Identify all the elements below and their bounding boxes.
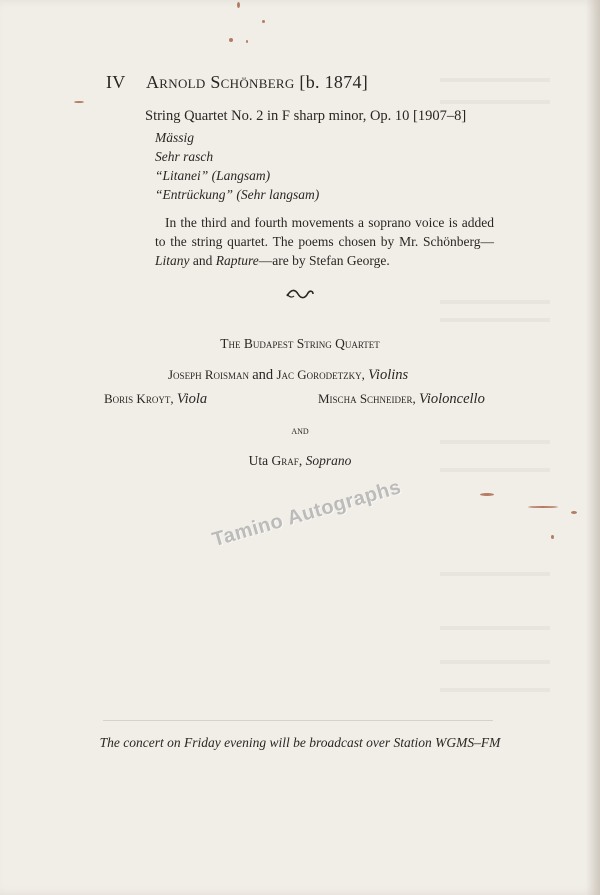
page-edge-shadow [586, 0, 600, 895]
program-note [155, 213, 494, 270]
show-through [440, 440, 550, 444]
show-through [440, 688, 550, 692]
show-through [440, 626, 550, 630]
movement-title: “Litanei” [155, 168, 209, 183]
movement-list [155, 128, 319, 204]
note-text-end: —are by Stefan George. [258, 253, 390, 268]
cello-role: Violoncello [419, 391, 485, 407]
soprano-first: Uta [248, 453, 269, 468]
program-heading [106, 72, 368, 93]
foxing-spot [528, 506, 558, 508]
composer-name: Arnold Schönberg [146, 72, 295, 92]
work-title: String Quartet No. 2 in F sharp minor, Op. 10 [1907–8] [145, 108, 467, 124]
soprano-line: Uta Graf, Soprano [248, 453, 352, 468]
footer-rule [103, 720, 493, 721]
composer-birth: [b. 1874] [299, 72, 369, 92]
violins-line: Joseph Roisman and Jac Gorodetzky, Violins [168, 367, 409, 383]
soprano-role: Soprano [305, 453, 352, 468]
violins-role: Violins [368, 367, 409, 383]
show-through [440, 78, 550, 82]
show-through [440, 660, 550, 664]
foxing-spot [246, 40, 248, 43]
violins-and: and [252, 367, 274, 383]
watermark: Tamino Autographs [210, 476, 404, 552]
ensemble-name: The Budapest String Quartet [220, 336, 380, 351]
movement-2: Sehr rasch [155, 149, 214, 164]
violinist-2: Jac Gorodetzky [276, 367, 362, 382]
movement-4 [155, 185, 319, 204]
show-through [440, 300, 550, 304]
and-separator: and [291, 423, 309, 437]
movement-tempo: (Langsam) [211, 168, 271, 183]
soprano-last: Graf [271, 453, 299, 468]
movement-1: Mässig [155, 130, 195, 145]
foxing-spot [229, 38, 233, 42]
violist-name: Boris Kroyt [104, 391, 171, 406]
show-through [440, 318, 550, 322]
program-numeral: IV [106, 72, 126, 92]
show-through [440, 100, 550, 104]
movement-3 [155, 166, 319, 185]
foxing-spot [551, 535, 554, 539]
viola-line: Boris Kroyt, Viola [104, 391, 208, 407]
movement-tempo: (Sehr langsam) [236, 187, 320, 202]
poem-title-litany: Litany [155, 253, 190, 268]
foxing-spot [571, 511, 577, 514]
broadcast-note: The concert on Friday evening will be broadcast over Station WGMS–FM [99, 735, 501, 750]
ornament-icon [285, 287, 315, 301]
note-text: In the third and fourth movements a soprano voice is added to the string quartet. The poems chosen by Mr. Schönberg— [155, 215, 494, 249]
cellist-name: Mischa Schneider [318, 391, 413, 406]
foxing-spot [237, 2, 240, 8]
movement-title: “Entrückung” [155, 187, 234, 202]
poem-title-rapture: Rapture [215, 253, 259, 268]
foxing-spot [480, 493, 494, 496]
show-through [440, 572, 550, 576]
cello-line: Mischa Schneider, Violoncello [318, 391, 485, 407]
foxing-spot [74, 101, 84, 103]
foxing-spot [262, 20, 265, 23]
viola-role: Viola [176, 391, 208, 407]
note-conjunction: and [189, 253, 216, 268]
violinist-1: Joseph Roisman [168, 367, 249, 382]
